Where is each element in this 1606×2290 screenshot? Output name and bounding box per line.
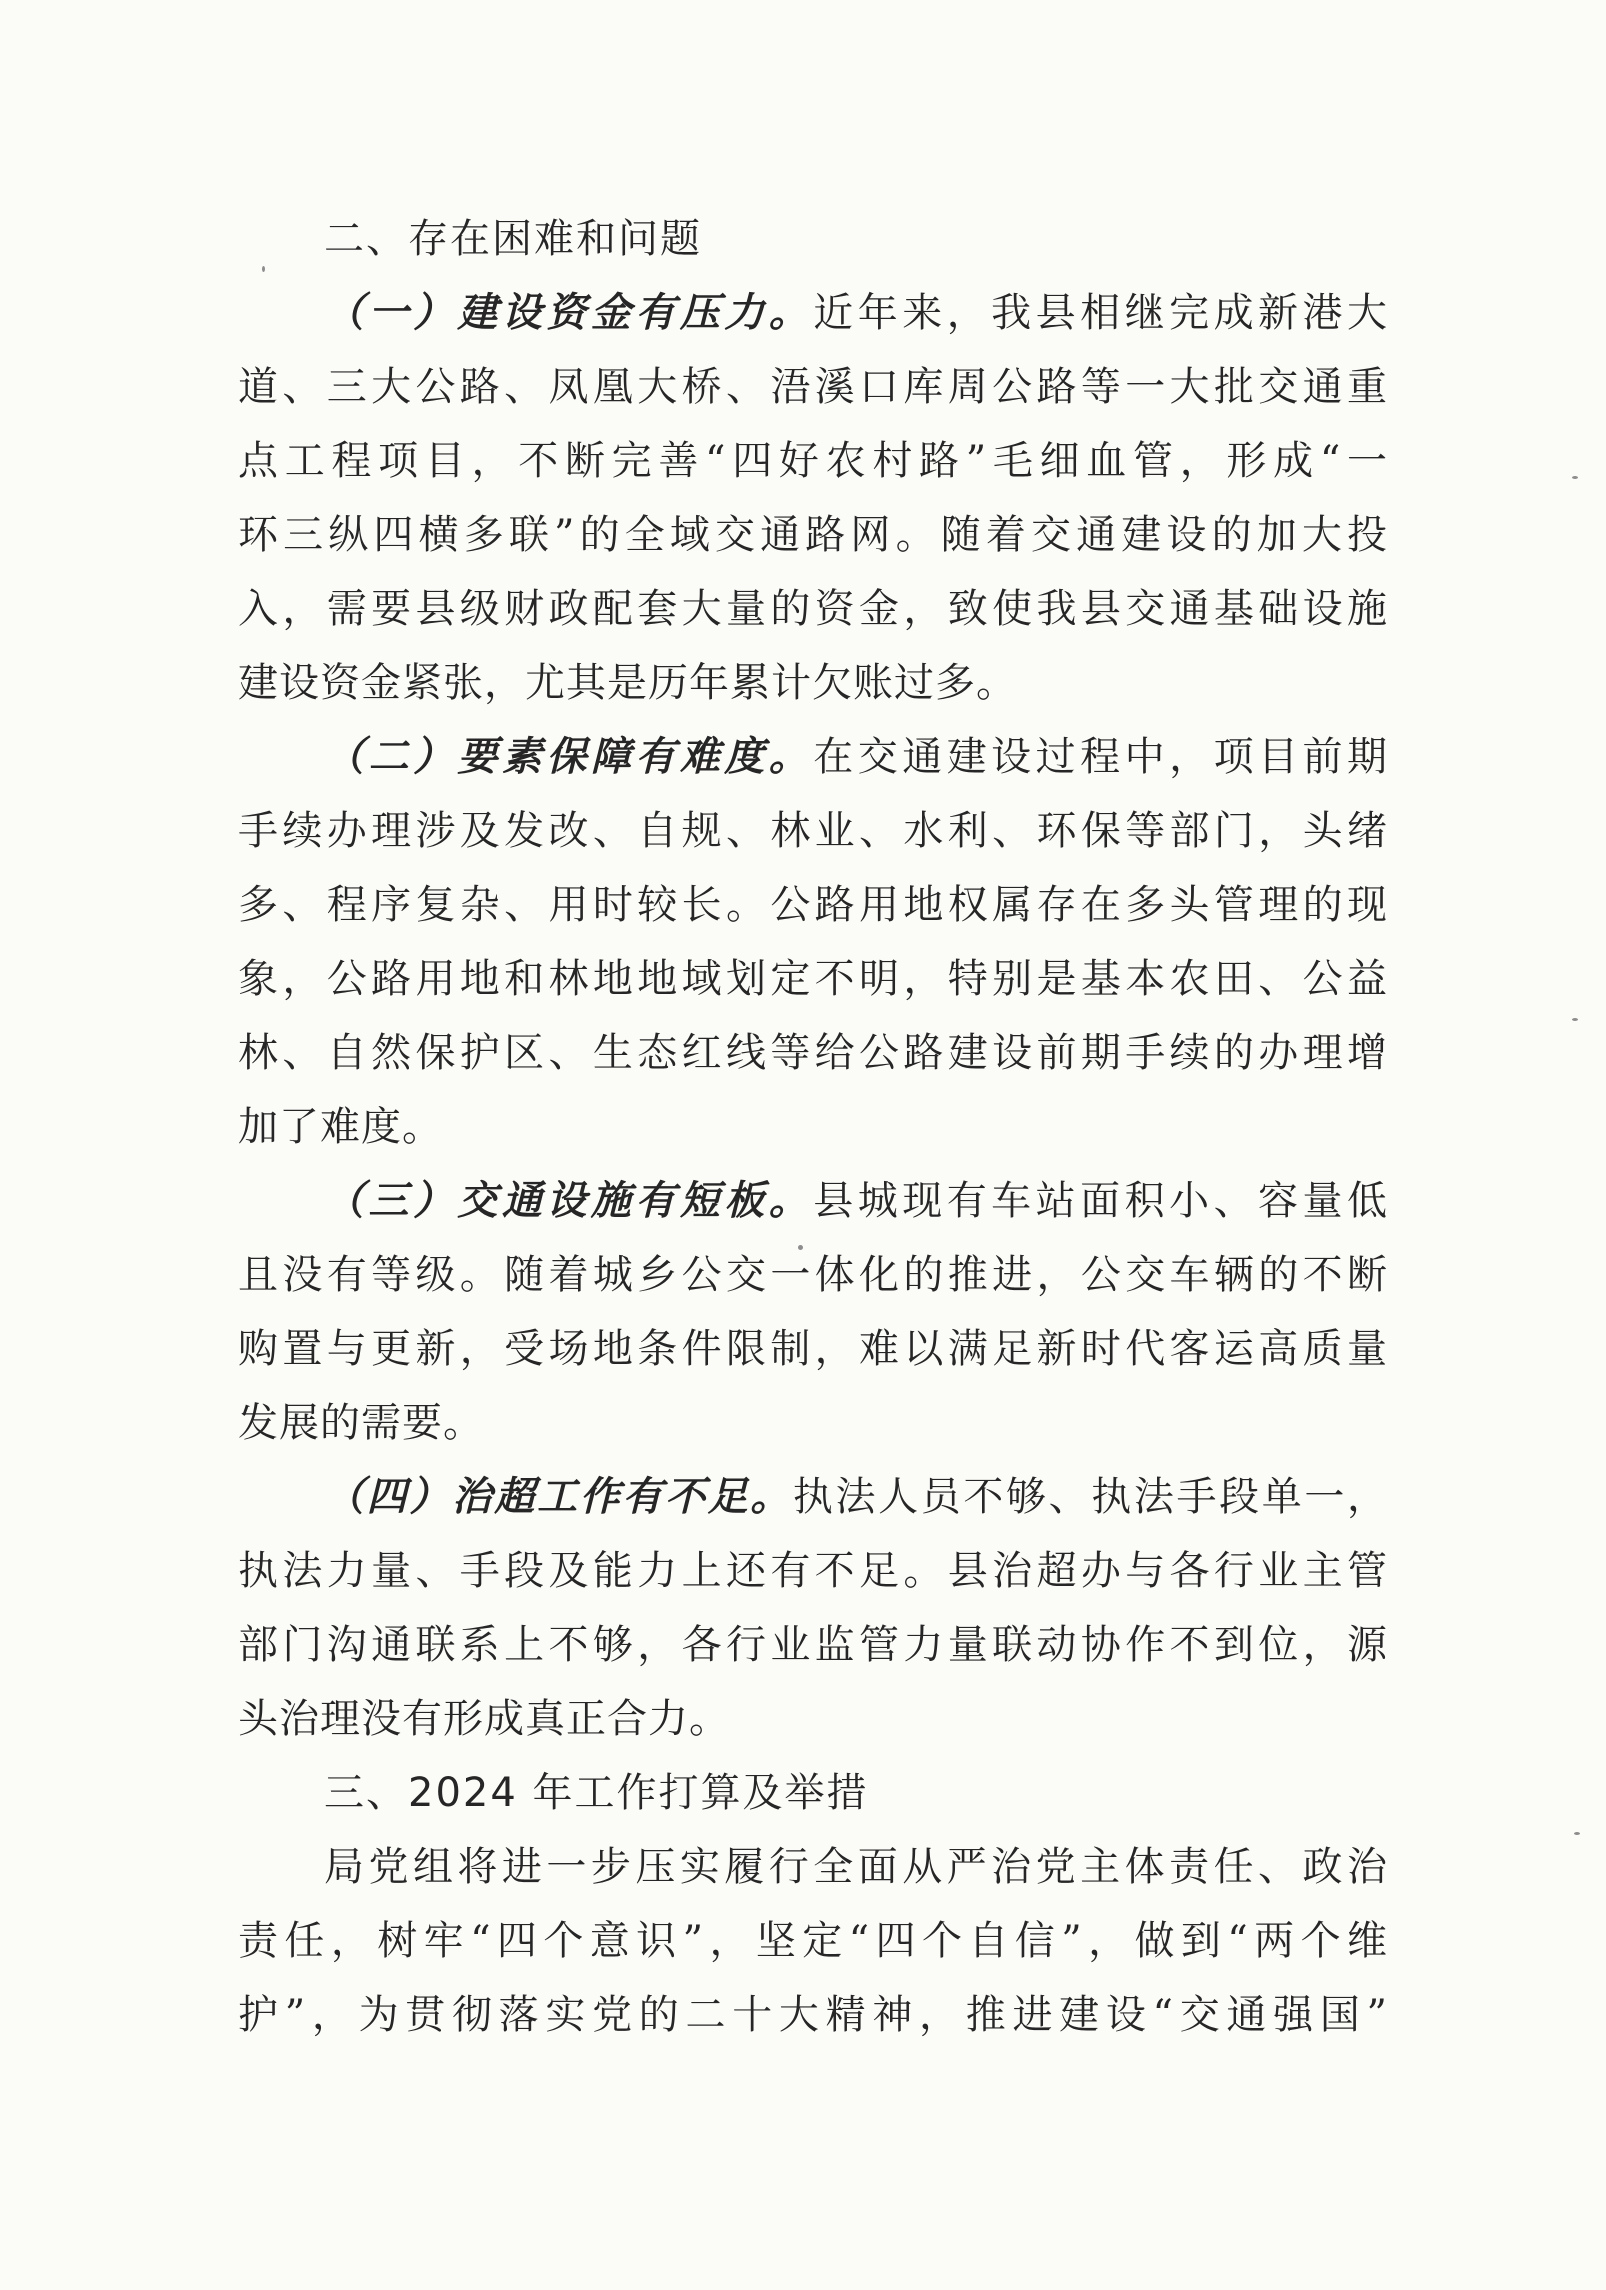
line-text: 执法人员不够、执法手段单一， xyxy=(792,1474,1388,1520)
paragraph-facility-shortfall xyxy=(238,1164,1388,1460)
paragraph-lead: （一）建设资金有压力。 xyxy=(324,290,814,336)
text-line: 多、程序复杂、用时较长。公路用地权属存在多头管理的现 xyxy=(238,882,1388,928)
text-line: 象，公路用地和林地地域划定不明，特别是基本农田、公益 xyxy=(238,956,1388,1002)
paragraph-lead: （二）要素保障有难度。 xyxy=(324,734,814,780)
text-line: 且没有等级。随着城乡公交一体化的推进，公交车辆的不断 xyxy=(238,1252,1388,1298)
text-line xyxy=(238,1460,1388,1534)
text-line: 手续办理涉及发改、自规、林业、水利、环保等部门，头绪 xyxy=(238,808,1388,854)
text-line: 建设资金紧张，尤其是历年累计欠账过多。 xyxy=(238,660,1017,706)
scan-speck xyxy=(262,266,265,272)
line-text: 县城现有车站面积小、容量低 xyxy=(813,1178,1388,1224)
text-line xyxy=(238,1164,1388,1238)
text-line xyxy=(238,276,1388,350)
paragraph-funding-pressure xyxy=(238,276,1388,720)
line-text: 近年来，我县相继完成新港大 xyxy=(813,290,1388,336)
text-line: 护”，为贯彻落实党的二十大精神，推进建设“交通强国” xyxy=(238,1992,1388,2038)
text-line: 执法力量、手段及能力上还有不足。县治超办与各行业主管 xyxy=(238,1548,1388,1594)
line-text: 在交通建设过程中，项目前期 xyxy=(813,734,1388,780)
paragraph-party-group xyxy=(238,1830,1388,2052)
text-line: 入，需要县级财政配套大量的资金，致使我县交通基础设施 xyxy=(238,586,1388,632)
scan-speck xyxy=(1572,476,1578,479)
text-line: 头治理没有形成真正合力。 xyxy=(238,1696,730,1742)
text-line: 加了难度。 xyxy=(238,1104,443,1150)
scan-speck xyxy=(1574,1832,1580,1835)
paragraph-lead: （四）治超工作有不足。 xyxy=(324,1474,793,1520)
text-line: 点工程项目，不断完善“四好农村路”毛细血管，形成“一 xyxy=(238,438,1388,484)
text-line: 环三纵四横多联”的全域交通路网。随着交通建设的加大投 xyxy=(238,512,1388,558)
text-line: 局党组将进一步压实履行全面从严治党主体责任、政治 xyxy=(324,1844,1388,1890)
text-line: 部门沟通联系上不够，各行业监管力量联动协作不到位，源 xyxy=(238,1622,1388,1668)
document-body xyxy=(238,202,1388,2052)
section-heading-2024-plan: 三、2024 年工作打算及举措 xyxy=(324,1770,869,1816)
scan-speck xyxy=(798,1245,803,1250)
text-line: 责任，树牢“四个意识”，坚定“四个自信”，做到“两个维 xyxy=(238,1918,1388,1964)
text-line xyxy=(238,720,1388,794)
paragraph-lead: （三）交通设施有短板。 xyxy=(324,1178,814,1224)
text-line: 发展的需要。 xyxy=(238,1400,484,1446)
text-line: 道、三大公路、凤凰大桥、浯溪口库周公路等一大批交通重 xyxy=(238,364,1388,410)
text-line: 购置与更新，受场地条件限制，难以满足新时代客运高质量 xyxy=(238,1326,1388,1372)
scan-speck xyxy=(1572,1018,1578,1021)
paragraph-overload-control xyxy=(238,1460,1388,1756)
section-heading-difficulties: 二、存在困难和问题 xyxy=(324,216,702,262)
text-line: 林、自然保护区、生态红线等给公路建设前期手续的办理增 xyxy=(238,1030,1388,1076)
paragraph-factor-guarantee xyxy=(238,720,1388,1164)
